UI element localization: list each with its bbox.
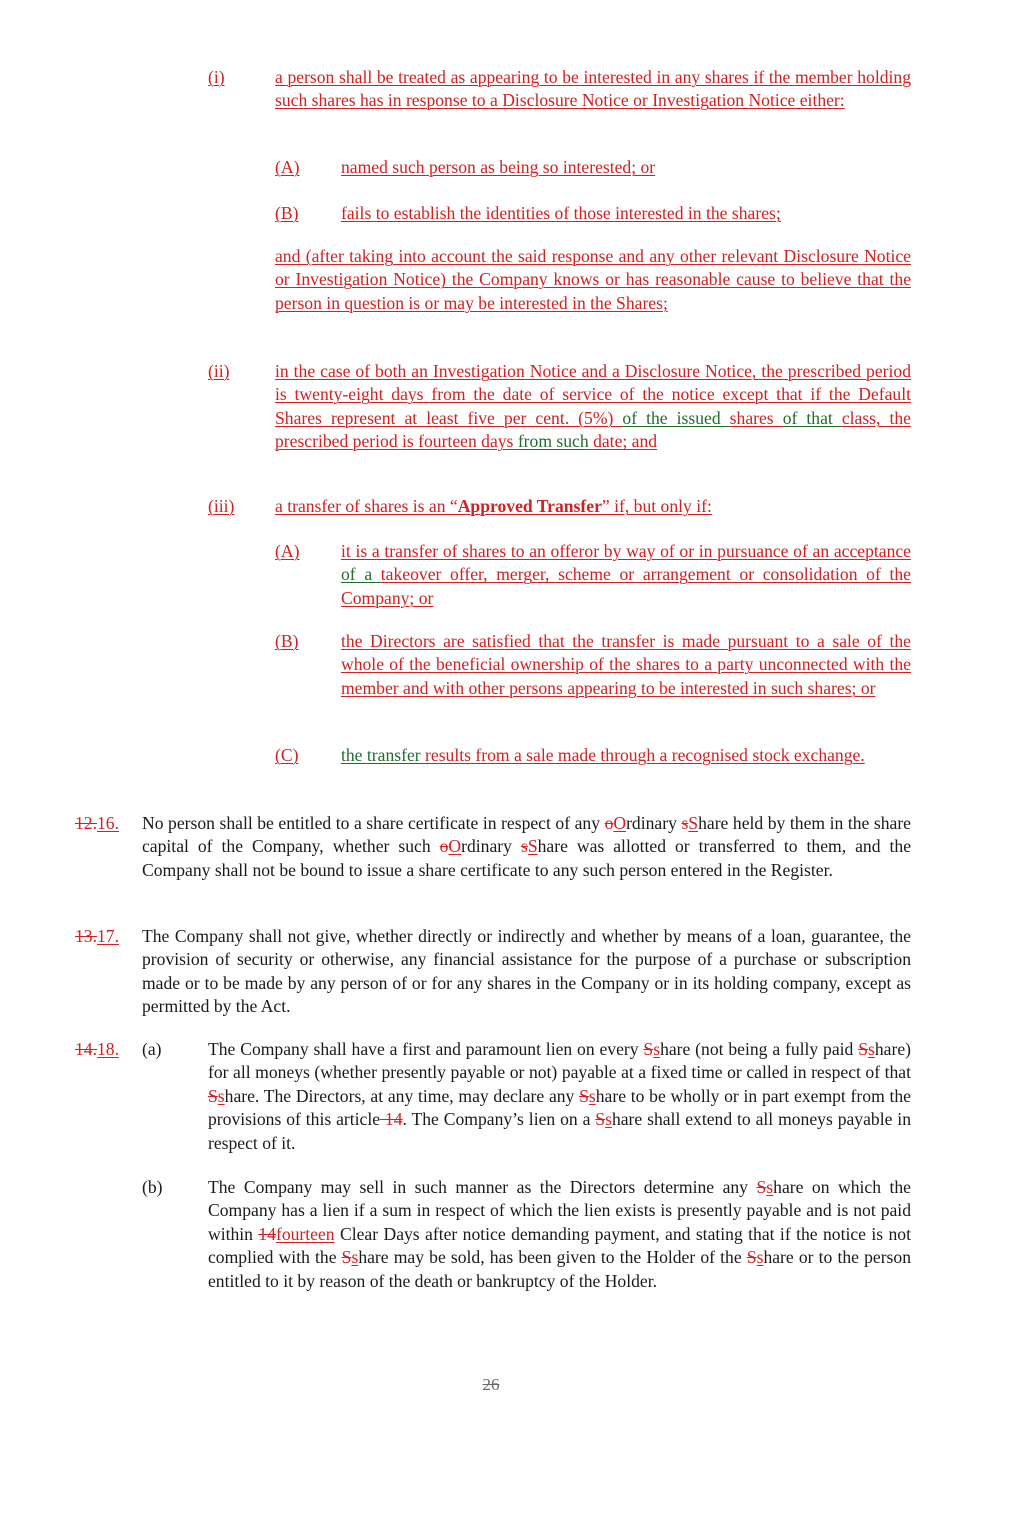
a16-t1: No person shall be entitled to a share certificate in respect of any: [142, 813, 605, 833]
article-17-old-number: 13.: [75, 926, 97, 946]
a16-del-3: o: [439, 836, 449, 857]
article-18-new-number: 18.: [97, 1039, 119, 1059]
a18a-ins-4: s: [588, 1085, 596, 1106]
a18b-t2: hare on which the Company has a lien if a sum in respect of which the lien exists is presently payable and is not paid within: [208, 1177, 911, 1244]
a16-del-1: o: [604, 813, 614, 833]
a18b-del-3: S: [341, 1247, 352, 1268]
sub-iii-defined-term: Approved Transfer: [457, 496, 602, 516]
a18a-ins-6: s: [605, 1109, 612, 1130]
a18b-del-2: 14: [258, 1223, 276, 1244]
sub-ii-label: (ii): [208, 361, 230, 381]
sub-iii-text: [275, 495, 911, 518]
a16-t3: hare held by them in the share capital of the Company, whether such: [142, 813, 911, 857]
article-16-old-number: 12.: [75, 813, 97, 833]
article-18-b-text: [208, 1176, 911, 1293]
sub-iii-label: (iii): [208, 496, 235, 516]
a18a-t7: hare shall extend to all moneys payable in respect of it.: [208, 1109, 911, 1153]
article-17-new-number: 17.: [97, 926, 119, 946]
a18a-t4: hare. The Directors, at any time, may declare any: [224, 1085, 580, 1106]
sub-iii-text-2: ” if, but only if:: [601, 496, 712, 516]
sub-iii-A-text-2: takeover offer, merger, scheme or arrangement or consolidation of the Company; or: [341, 564, 911, 608]
sub-i-continuation: and (after taking into account the said response and any other relevant Disclosure Notice or Investigation Notice) the Company knows or has reasonable cause to believe that the person in question is or may be interested in the Shares;: [275, 246, 911, 313]
sub-iii-C-text: [341, 744, 911, 767]
a16-ins-3: O: [448, 836, 462, 857]
sub-iii-B-label: (B): [275, 631, 299, 651]
sub-ii-text-3: class, the prescribed period is fourteen days: [275, 407, 911, 452]
a18b-del-1: S: [756, 1177, 767, 1197]
a18b-t5: hare or to the person entitled to it by reason of the death or bankruptcy of the Holder.: [208, 1247, 911, 1291]
sub-i-label: (i): [208, 67, 225, 87]
article-18-a-label: (a): [142, 1039, 162, 1059]
a18a-t3: hare) for all moneys (whether presently payable or not) payable at a fixed time or called in respect of that: [208, 1039, 911, 1083]
a18a-del-1: S: [643, 1039, 654, 1059]
a18a-del-2: S: [858, 1039, 868, 1059]
article-17-text: The Company shall not give, whether directly or indirectly and whether by means of a loan, guarantee, the provision of security or otherwise, any financial assistance for the purpose of a purchase or subscription made or to be made by any person of or for any shares in the Company or in its holding company, except as permitted by the Act.: [142, 926, 911, 1017]
sub-iii-text-1: a transfer of shares is an “: [275, 496, 458, 516]
sub-iii-A-insert: of a: [341, 564, 381, 585]
a18b-ins-2: fourteen: [275, 1223, 335, 1244]
a16-t4: rdinary: [461, 836, 521, 857]
sub-i-text: a person shall be treated as appearing to be interested in any shares if the member holding such shares has in response to a Disclosure Notice or Investigation Notice either:: [275, 67, 911, 111]
sub-ii-insert-3: from such: [517, 431, 589, 452]
sub-i-B-label: (B): [275, 203, 299, 223]
article-18-number: [75, 1038, 119, 1061]
sub-i-A-label: (A): [275, 157, 300, 177]
sub-ii-text-1: in the case of both an Investigation Notice and a Disclosure Notice, the prescribed period is twenty-eight days from the date of service of the notice except that if the Default Shares represent at least five per cent. (5%): [275, 361, 911, 428]
sub-iii-B-text: the Directors are satisfied that the transfer is made pursuant to a sale of the whole of the beneficial ownership of the shares to a party unconnected with the member and with other persons appearing to be interested in such shares; or: [341, 631, 911, 698]
sub-iii-A-label: (A): [275, 541, 300, 561]
a16-ins-4: S: [527, 836, 538, 857]
a16-del-2: s: [681, 813, 689, 833]
sub-ii-text-4: date; and: [588, 431, 658, 452]
page-number: 26: [482, 1375, 500, 1394]
sub-ii-text-2: shares: [729, 407, 783, 428]
a18a-t1: The Company shall have a first and paramount lien on every: [208, 1039, 644, 1059]
a18a-del-3: S: [208, 1085, 218, 1106]
a16-t2: rdinary: [626, 813, 682, 833]
a18a-t6: . The Company’s lien on a: [402, 1109, 596, 1130]
a16-ins-1: O: [613, 813, 627, 833]
article-16-new-number: 16.: [97, 813, 119, 833]
a18a-ins-3: s: [217, 1085, 225, 1106]
sub-iii-C-text-1: results from a sale made through a recognised stock exchange.: [425, 745, 865, 765]
sub-i-A-text: named such person as being so interested; or: [341, 157, 656, 177]
article-18-b-label: (b): [142, 1177, 163, 1197]
a18a-t5: hare to be wholly or in part exempt from the provisions of this article: [208, 1085, 911, 1130]
sub-iii-A-text: [341, 540, 911, 610]
a18b-del-4: S: [746, 1247, 757, 1268]
a18b-t1: The Company may sell in such manner as the Directors determine any: [208, 1177, 757, 1197]
a18a-t2: hare (not being a fully paid: [660, 1039, 859, 1059]
a18a-ins-1: s: [653, 1039, 661, 1059]
article-18-a-text: [208, 1038, 911, 1155]
sub-ii-text: [275, 360, 911, 454]
a18b-ins-1: s: [766, 1177, 774, 1197]
a18b-ins-3: s: [351, 1247, 359, 1268]
a18b-t4: hare may be sold, has been given to the Holder of the: [358, 1247, 747, 1268]
a18a-ins-2: s: [868, 1039, 875, 1059]
sub-i-B-text: fails to establish the identities of those interested in the shares;: [341, 203, 781, 223]
article-18-old-number: 14.: [75, 1039, 97, 1059]
sub-ii-insert-1: of the issued: [622, 407, 730, 428]
sub-iii-A-text-1: it is a transfer of shares to an offeror by way of or in pursuance of an acceptance: [341, 541, 911, 561]
a18a-del-6: S: [595, 1109, 606, 1130]
a18a-del-4: S: [579, 1085, 589, 1106]
sub-iii-C-label: (C): [275, 745, 299, 765]
article-16-text: [142, 812, 911, 882]
a16-del-4: s: [520, 836, 528, 857]
a18b-t3: Clear Days after notice demanding payment, and stating that if the notice is not complied with the: [208, 1223, 911, 1268]
sub-iii-C-insert: the transfer: [341, 745, 426, 765]
sub-ii-insert-2: of that: [782, 407, 842, 428]
a18b-ins-4: s: [756, 1247, 764, 1268]
a16-ins-2: S: [688, 813, 699, 833]
article-17-number: [75, 925, 119, 948]
article-16-number: [75, 812, 119, 835]
a16-t5: hare was allotted or transferred to them, and the Company shall not be bound to issue a share certificate to any such person entered in the Register.: [142, 836, 912, 880]
a18a-del-5: 14: [380, 1109, 403, 1130]
